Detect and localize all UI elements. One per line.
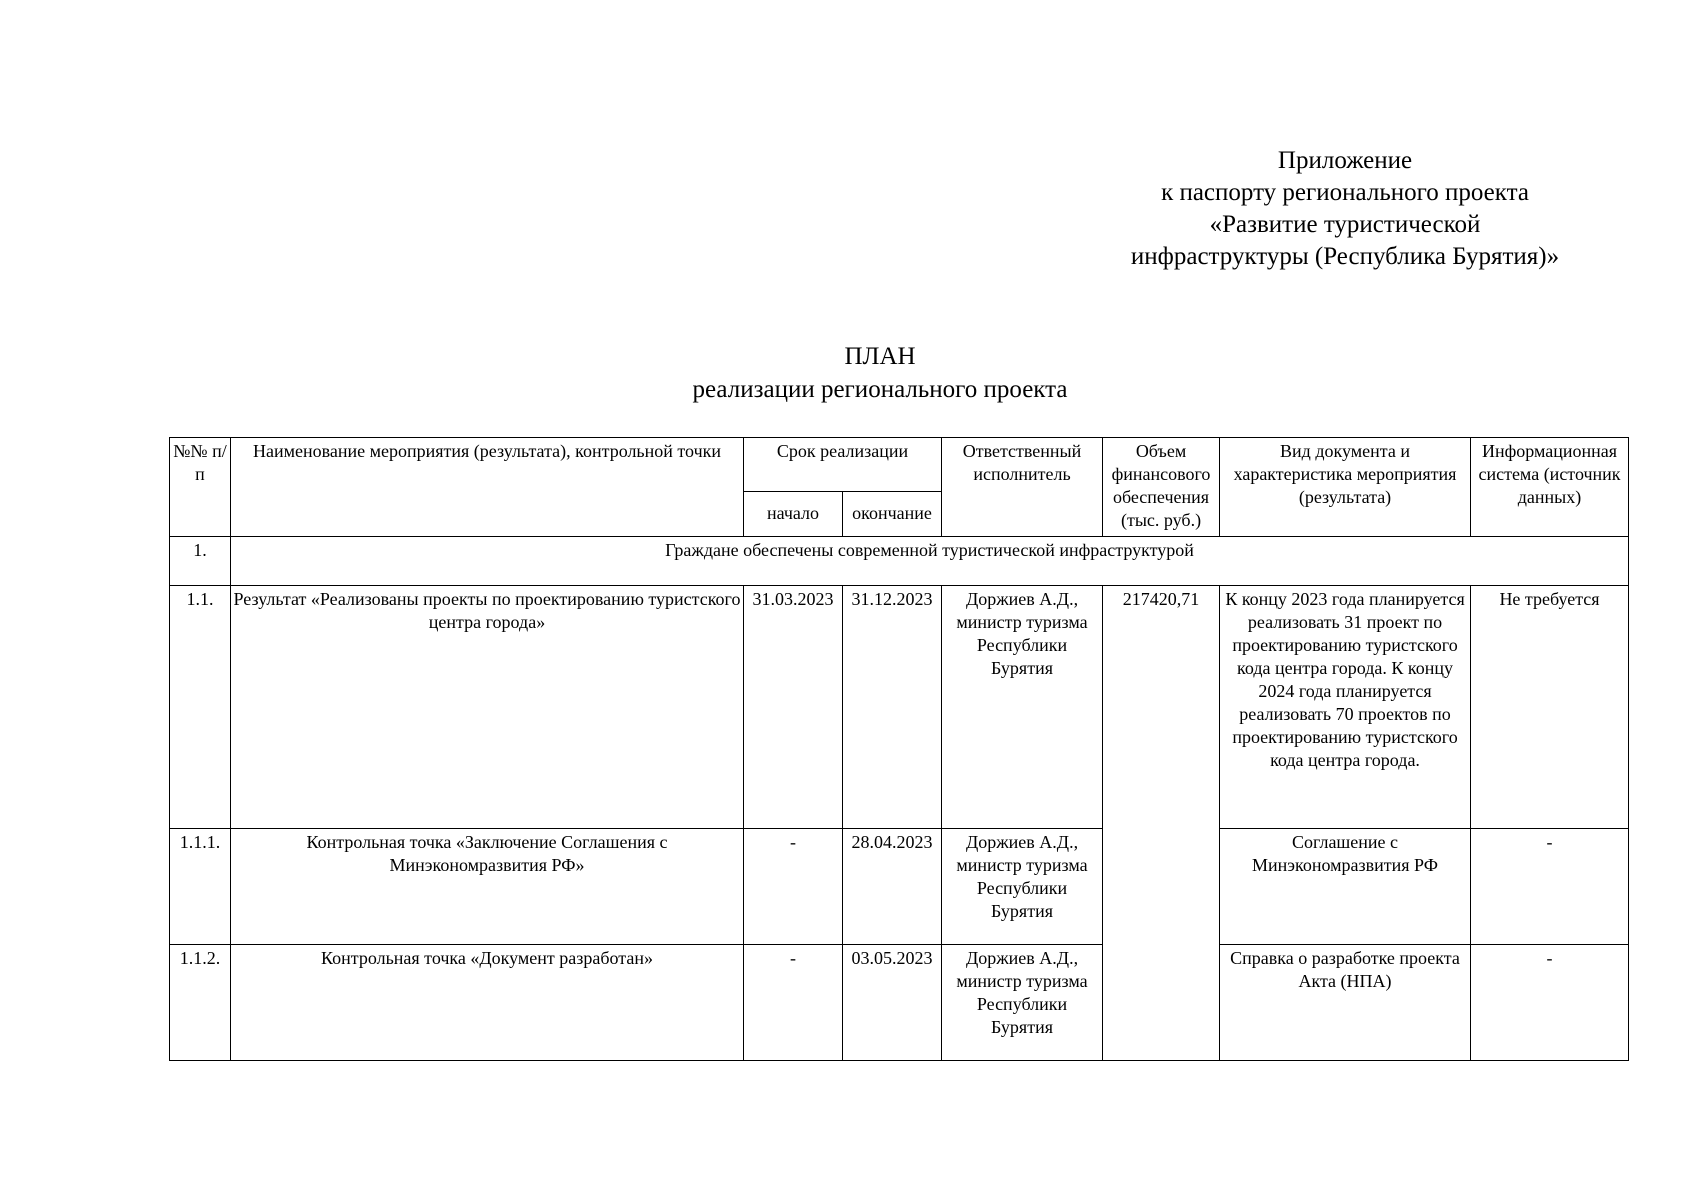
row-start: 31.03.2023 xyxy=(744,586,843,829)
header-num: №№ п/п xyxy=(170,438,231,537)
appendix-line-4: инфраструктуры (Республика Бурятия)» xyxy=(1130,243,1560,270)
header-info-system: Информационная система (источник данных) xyxy=(1471,438,1629,537)
table-row xyxy=(170,829,1629,945)
row-responsible: Доржиев А.Д., министр туризма Республики Бурятия xyxy=(942,829,1103,945)
appendix-line-2: к паспорту регионального проекта xyxy=(1161,179,1529,206)
row-doc: К концу 2023 года планируется реализовать 31 проект по проектированию туристского кода центра города. К концу 2024 года планируется реализовать 70 проектов по проектированию туристского кода центра города. xyxy=(1220,586,1471,829)
row-name: Контрольная точка «Заключение Соглашения с Минэкономразвития РФ» xyxy=(231,829,744,945)
header-responsible: Ответственный исполнитель xyxy=(942,438,1103,537)
plan-title: ПЛАН xyxy=(844,343,916,370)
row-start: - xyxy=(744,829,843,945)
appendix-line-3: «Развитие туристической xyxy=(1209,211,1481,238)
header-name: Наименование мероприятия (результата), контрольной точки xyxy=(231,438,744,537)
row-info: - xyxy=(1471,829,1629,945)
row-name: Результат «Реализованы проекты по проектированию туристского центра города» xyxy=(231,586,744,829)
appendix-line-1: Приложение xyxy=(1277,147,1413,174)
row-responsible: Доржиев А.Д., министр туризма Республики Бурятия xyxy=(942,586,1103,829)
header-term: Срок реализации xyxy=(744,438,942,492)
row-num: 1.1.2. xyxy=(170,945,231,1061)
row-num: 1.1. xyxy=(170,586,231,829)
appendix-block xyxy=(1080,145,1610,273)
header-end: окончание xyxy=(843,491,942,536)
row-end: 31.12.2023 xyxy=(843,586,942,829)
header-doc-type: Вид документа и характеристика мероприятия (результата) xyxy=(1220,438,1471,537)
row-name: Контрольная точка «Документ разработан» xyxy=(231,945,744,1061)
goal-text: Граждане обеспечены современной туристической инфраструктурой xyxy=(231,537,1629,586)
row-start: - xyxy=(744,945,843,1061)
row-end: 03.05.2023 xyxy=(843,945,942,1061)
row-responsible: Доржиев А.Д., министр туризма Республики Бурятия xyxy=(942,945,1103,1061)
plan-title-block xyxy=(620,340,1140,406)
goal-num: 1. xyxy=(170,537,231,586)
table-header-row xyxy=(170,438,1629,492)
table-row xyxy=(170,586,1629,829)
row-info: - xyxy=(1471,945,1629,1061)
row-end: 28.04.2023 xyxy=(843,829,942,945)
row-info: Не требуется xyxy=(1471,586,1629,829)
row-doc: Справка о разработке проекта Акта (НПА) xyxy=(1220,945,1471,1061)
plan-subtitle: реализации регионального проекта xyxy=(692,376,1068,403)
table-row-goal xyxy=(170,537,1629,586)
table-row xyxy=(170,945,1629,1061)
row-num: 1.1.1. xyxy=(170,829,231,945)
row-volume: 217420,71 xyxy=(1103,586,1220,1061)
row-doc: Соглашение с Минэкономразвития РФ xyxy=(1220,829,1471,945)
plan-table xyxy=(169,437,1629,1061)
header-volume: Объем финансового обеспечения (тыс. руб.) xyxy=(1103,438,1220,537)
header-start: начало xyxy=(744,491,843,536)
